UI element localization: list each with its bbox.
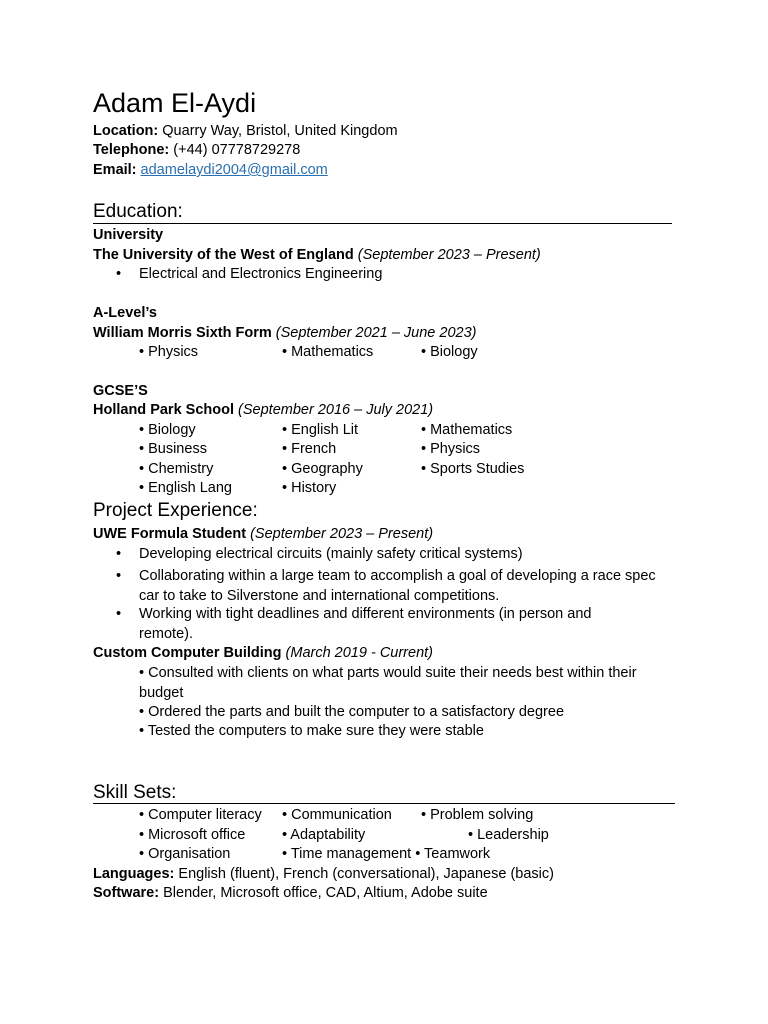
gcse-subject: • Chemistry xyxy=(139,461,214,477)
languages-value: English (fluent), French (conversational), Japanese (basic) xyxy=(178,866,554,882)
gcse-subject: • Sports Studies xyxy=(421,461,525,477)
software-label: Software: xyxy=(93,885,160,901)
email-link[interactable]: adamelaydi2004@gmail.com xyxy=(140,162,328,178)
university-item: Electrical and Electronics Engineering xyxy=(139,266,383,282)
telephone-label: Telephone: xyxy=(93,142,170,158)
person-name: Adam El-Aydi xyxy=(93,88,257,118)
skill-item: • Communication xyxy=(282,807,392,823)
location-line xyxy=(93,122,398,141)
gcse-subject: • French xyxy=(282,441,337,457)
telephone-value: (+44) 07778729278 xyxy=(173,142,301,158)
skills-title: Skill Sets: xyxy=(93,782,177,803)
alevel-subject: • Biology xyxy=(421,344,478,360)
computer-item: • Consulted with clients on what parts would suite their needs best within their budget xyxy=(139,665,637,701)
location-label: Location: xyxy=(93,123,159,139)
skill-item: • Organisation xyxy=(139,846,231,862)
telephone-line xyxy=(93,141,300,160)
education-title: Education: xyxy=(93,201,183,222)
location-value: Quarry Way, Bristol, United Kingdom xyxy=(162,123,398,139)
gcses-institution: Holland Park School xyxy=(93,402,234,418)
skill-item: • Computer literacy xyxy=(139,807,262,823)
skills-rule xyxy=(93,803,675,804)
email-line xyxy=(93,161,328,180)
skill-item: • Adaptability xyxy=(282,827,366,843)
computer-dates: (March 2019 - Current) xyxy=(285,645,433,661)
education-rule xyxy=(93,223,672,224)
gcse-subject: • Physics xyxy=(421,441,481,457)
languages-line xyxy=(93,865,554,884)
computer-name: Custom Computer Building xyxy=(93,645,282,661)
alevels-dates: (September 2021 – June 2023) xyxy=(275,325,477,341)
computer-item: • Tested the computers to make sure they were stable xyxy=(139,723,484,739)
gcse-subject: • History xyxy=(282,480,337,496)
formula-item: Collaborating within a large team to accomplish a goal of developing a race spec car to take to Silverstone and international competitions. xyxy=(139,568,656,604)
computer-line xyxy=(93,644,433,663)
projects-title: Project Experience: xyxy=(93,500,258,521)
languages-label: Languages: xyxy=(93,866,175,882)
formula-dates: (September 2023 – Present) xyxy=(250,526,434,542)
university-heading: University xyxy=(93,227,164,243)
university-dates: (September 2023 – Present) xyxy=(357,247,541,263)
gcse-subject: • Geography xyxy=(282,461,363,477)
gcses-line xyxy=(93,401,433,420)
alevels-line xyxy=(93,324,477,343)
software-line xyxy=(93,884,488,903)
skill-item: • Leadership xyxy=(468,827,549,843)
email-label: Email: xyxy=(93,162,137,178)
gcses-heading: GCSE’S xyxy=(93,383,148,399)
alevel-subject: • Mathematics xyxy=(282,344,374,360)
bullet-dot: • xyxy=(116,606,122,622)
formula-line xyxy=(93,525,433,544)
bullet-dot: • xyxy=(116,568,122,584)
gcse-subject: • English Lang xyxy=(139,480,232,496)
alevels-heading: A-Level’s xyxy=(93,305,157,321)
bullet-dot: • xyxy=(116,546,122,562)
software-value: Blender, Microsoft office, CAD, Altium, Adobe suite xyxy=(163,885,488,901)
alevels-institution: William Morris Sixth Form xyxy=(93,325,272,341)
bullet-dot: • xyxy=(116,266,122,282)
gcse-subject: • Business xyxy=(139,441,207,457)
formula-name: UWE Formula Student xyxy=(93,526,247,542)
university-line xyxy=(93,246,541,265)
skill-item: • Microsoft office xyxy=(139,827,246,843)
skill-item: • Time management • Teamwork xyxy=(282,846,491,862)
gcses-dates: (September 2016 – July 2021) xyxy=(238,402,434,418)
formula-item: Working with tight deadlines and different environments (in person and remote). xyxy=(139,606,592,642)
gcse-subject: • Mathematics xyxy=(421,422,513,438)
skill-item: • Problem solving xyxy=(421,807,534,823)
alevel-subject: • Physics xyxy=(139,344,199,360)
university-institution: The University of the West of England xyxy=(93,247,354,263)
gcse-subject: • Biology xyxy=(139,422,196,438)
gcse-subject: • English Lit xyxy=(282,422,359,438)
formula-item: Developing electrical circuits (mainly safety critical systems) xyxy=(139,546,523,562)
computer-item: • Ordered the parts and built the computer to a satisfactory degree xyxy=(139,704,565,720)
